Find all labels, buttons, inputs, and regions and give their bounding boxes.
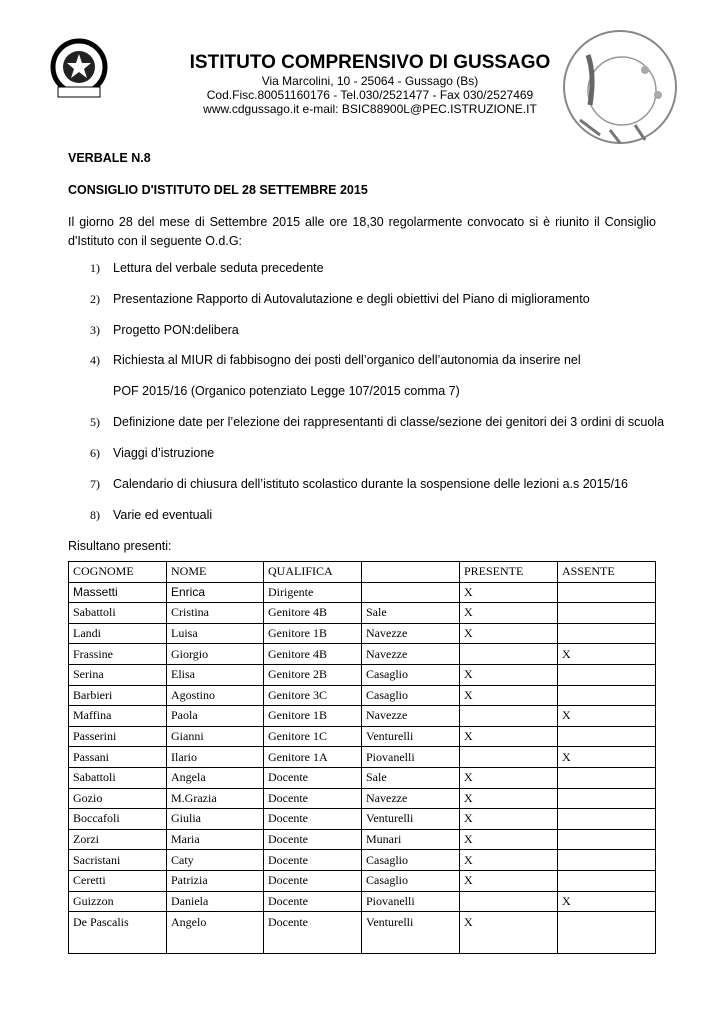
table-cell: De Pascalis <box>69 912 167 954</box>
table-cell: Barbieri <box>69 685 167 706</box>
table-cell: Docente <box>264 912 362 954</box>
table-cell: X <box>460 582 558 603</box>
table-row <box>69 603 656 624</box>
table-cell: Docente <box>264 829 362 850</box>
table-cell: Genitore 1B <box>264 706 362 727</box>
table-cell: Navezze <box>362 623 460 644</box>
table-cell <box>558 582 656 603</box>
table-cell: Passani <box>69 747 167 768</box>
table-cell: Passerini <box>69 726 167 747</box>
agenda-item: 6) Viaggi d’istruzione <box>90 446 215 460</box>
column-header: QUALIFICA <box>264 562 362 583</box>
table-row <box>69 850 656 871</box>
table-cell: X <box>460 603 558 624</box>
agenda-item: 8) Varie ed eventuali <box>90 508 213 522</box>
table-cell: Sabattoli <box>69 767 167 788</box>
table-cell <box>558 767 656 788</box>
table-cell: Landi <box>69 623 167 644</box>
table-cell: Sacristani <box>69 850 167 871</box>
table-cell: Venturelli <box>362 809 460 830</box>
column-header: NOME <box>167 562 264 583</box>
table-cell: X <box>558 747 656 768</box>
school-name: ISTITUTO COMPRENSIVO DI GUSSAGO <box>189 52 551 73</box>
table-row <box>69 891 656 912</box>
table-cell: X <box>460 726 558 747</box>
table-cell <box>362 582 460 603</box>
table-cell <box>558 809 656 830</box>
table-cell: Agostino <box>167 685 264 706</box>
table-cell: Serina <box>69 664 167 685</box>
table-cell: Patrizia <box>167 870 264 891</box>
attendance-table <box>68 561 656 954</box>
agenda-item-continuation: POF 2015/16 (Organico potenziato Legge 107/2015 comma 7) <box>113 384 460 398</box>
table-cell: Cristina <box>167 603 264 624</box>
table-cell <box>558 685 656 706</box>
table-cell: Casaglio <box>362 870 460 891</box>
intro-paragraph: Il giorno 28 del mese di Settembre 2015 alle ore 18,30 regolarmente convocato si è riunito il Consiglio d'Istituto con il seguente O.d.G: <box>68 215 656 248</box>
school-codes: Cod.Fisc.80051160176 - Tel.030/2521477 - Fax 030/2527469 <box>206 88 534 102</box>
table-cell: X <box>460 850 558 871</box>
table-cell: Ceretti <box>69 870 167 891</box>
table-cell: Ilario <box>167 747 264 768</box>
table-cell <box>558 850 656 871</box>
table-row <box>69 644 656 665</box>
table-cell: Sabattoli <box>69 603 167 624</box>
column-header: ASSENTE <box>558 562 656 583</box>
table-cell: Giulia <box>167 809 264 830</box>
table-cell: Docente <box>264 891 362 912</box>
column-header: PRESENTE <box>460 562 558 583</box>
table-cell: Casaglio <box>362 850 460 871</box>
table-cell: Venturelli <box>362 912 460 954</box>
table-cell: Genitore 1A <box>264 747 362 768</box>
table-cell: Boccafoli <box>69 809 167 830</box>
table-cell <box>460 891 558 912</box>
table-cell: Genitore 3C <box>264 685 362 706</box>
table-row <box>69 685 656 706</box>
table-cell: Maffina <box>69 706 167 727</box>
table-cell: Genitore 4B <box>264 603 362 624</box>
agenda-item: 2) Presentazione Rapporto di Autovalutazione e degli obiettivi del Piano di miglioramento <box>90 292 590 306</box>
table-cell: X <box>460 623 558 644</box>
verbale-number: VERBALE N.8 <box>68 151 151 165</box>
table-cell: Angela <box>167 767 264 788</box>
table-row <box>69 767 656 788</box>
table-cell: Casaglio <box>362 685 460 706</box>
table-cell: Munari <box>362 829 460 850</box>
meeting-title: CONSIGLIO D'ISTITUTO DEL 28 SETTEMBRE 2015 <box>68 183 368 197</box>
table-header-row <box>69 562 656 583</box>
table-cell: M.Grazia <box>167 788 264 809</box>
table-cell: X <box>460 912 558 954</box>
table-cell <box>558 912 656 954</box>
table-cell: Genitore 1B <box>264 623 362 644</box>
table-cell: Docente <box>264 850 362 871</box>
table-cell: X <box>460 788 558 809</box>
table-cell: Caty <box>167 850 264 871</box>
table-cell: Docente <box>264 788 362 809</box>
table-cell: Casaglio <box>362 664 460 685</box>
table-cell <box>460 706 558 727</box>
table-cell: Daniela <box>167 891 264 912</box>
table-cell: Navezze <box>362 706 460 727</box>
column-header: COGNOME <box>69 562 167 583</box>
table-row <box>69 664 656 685</box>
table-cell: Piovanelli <box>362 891 460 912</box>
table-cell <box>558 726 656 747</box>
table-row <box>69 788 656 809</box>
table-cell: X <box>460 809 558 830</box>
table-cell: Docente <box>264 767 362 788</box>
table-cell: Genitore 1C <box>264 726 362 747</box>
table-row <box>69 809 656 830</box>
table-row <box>69 582 656 603</box>
agenda-item: 3) Progetto PON:delibera <box>90 323 239 337</box>
table-row <box>69 912 656 954</box>
table-cell: Maria <box>167 829 264 850</box>
table-cell: Frassine <box>69 644 167 665</box>
table-cell: Paola <box>167 706 264 727</box>
table-cell: X <box>460 685 558 706</box>
table-cell: Elisa <box>167 664 264 685</box>
column-header <box>362 562 460 583</box>
table-cell: Massetti <box>69 582 167 603</box>
table-cell: Venturelli <box>362 726 460 747</box>
agenda-item: 4) Richiesta al MIUR di fabbisogno dei posti dell’organico dell’autonomia da inserire nel <box>90 353 581 367</box>
table-cell: Docente <box>264 870 362 891</box>
table-row <box>69 747 656 768</box>
table-cell: Gianni <box>167 726 264 747</box>
table-cell: X <box>558 644 656 665</box>
table-cell: Angelo <box>167 912 264 954</box>
table-cell: Navezze <box>362 644 460 665</box>
table-row <box>69 706 656 727</box>
table-cell: Navezze <box>362 788 460 809</box>
table-cell: X <box>558 891 656 912</box>
table-cell: Luisa <box>167 623 264 644</box>
table-cell <box>558 870 656 891</box>
table-cell: X <box>460 767 558 788</box>
table-cell: Docente <box>264 809 362 830</box>
agenda-item: 7) Calendario di chiusura dell’istituto scolastico durante la sospensione delle lezioni a.s 2015/16 <box>90 477 628 491</box>
table-cell: Dirigente <box>264 582 362 603</box>
table-cell: Genitore 2B <box>264 664 362 685</box>
table-cell: X <box>558 706 656 727</box>
table-cell <box>558 788 656 809</box>
table-cell: Piovanelli <box>362 747 460 768</box>
table-cell: Guizzon <box>69 891 167 912</box>
table-row <box>69 726 656 747</box>
table-row <box>69 870 656 891</box>
agenda-item: 1) Lettura del verbale seduta precedente <box>90 261 324 275</box>
table-cell: Enrica <box>167 582 264 603</box>
table-cell <box>558 664 656 685</box>
republic-emblem-logo <box>48 35 110 103</box>
school-contacts: www.cdgussago.it e-mail: BSIC88900L@PEC.ISTRUZIONE.IT <box>203 102 537 116</box>
table-cell: Zorzi <box>69 829 167 850</box>
agenda-item: 5) Definizione date per l’elezione dei rappresentanti di classe/sezione dei genitori dei 3 ordini di scuola <box>90 415 665 429</box>
school-logo <box>560 25 680 150</box>
table-cell <box>460 747 558 768</box>
present-label: Risultano presenti: <box>68 539 172 553</box>
table-cell <box>558 829 656 850</box>
table-cell <box>460 644 558 665</box>
school-address: Via Marcolini, 10 - 25064 - Gussago (Bs) <box>261 74 479 88</box>
table-cell: Sale <box>362 603 460 624</box>
table-cell: X <box>460 870 558 891</box>
table-cell: X <box>460 664 558 685</box>
table-cell: Genitore 4B <box>264 644 362 665</box>
table-cell: Giorgio <box>167 644 264 665</box>
table-cell <box>558 623 656 644</box>
table-cell: X <box>460 829 558 850</box>
table-cell <box>558 603 656 624</box>
table-row <box>69 623 656 644</box>
table-cell: Sale <box>362 767 460 788</box>
table-row <box>69 829 656 850</box>
table-cell: Gozio <box>69 788 167 809</box>
